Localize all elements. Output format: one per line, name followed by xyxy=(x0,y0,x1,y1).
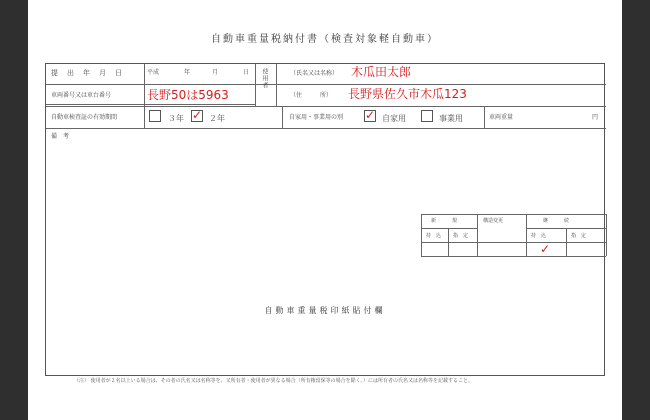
month-label: 月 xyxy=(212,69,219,76)
checkmark-icon: ✓ xyxy=(365,108,376,122)
submission-date-label: 提 出 年 月 日 xyxy=(51,69,123,77)
weight-unit: 円 xyxy=(592,114,599,121)
stamp-area-label: 自動車重量税印紙貼付欄 xyxy=(264,306,386,315)
usage-label: 自家用・事業用の別 xyxy=(289,114,344,121)
remarks-label: 備 考 xyxy=(51,133,70,140)
continuation-designated-label: 指 定 xyxy=(571,233,587,239)
continuation-bring-in-label: 持 込 xyxy=(531,233,547,239)
business-use-label: 事業用 xyxy=(439,114,463,123)
validity-label: 自動車検査証の有効期間 xyxy=(51,114,118,121)
option-3-year-label: ３年 xyxy=(168,114,184,123)
vehicle-weight-label: 車両重量 xyxy=(489,114,514,121)
new-bring-in-label: 持 込 xyxy=(426,233,442,239)
private-use-label: 自家用 xyxy=(382,114,406,123)
business-use-checkbox xyxy=(421,110,433,122)
address-value: 長野県佐久市木瓜123 xyxy=(348,87,467,101)
new-registration-header: 新 規 xyxy=(431,218,460,224)
footnote: （注） 使用者が２名以上いる場合は、その者の氏名又は名称等を、又所有者・使用者が異なる場合（所有権留保等の場合を除く。）には所有者の氏名又は名称等を記載すること。 xyxy=(74,378,473,384)
continuation-header: 継 続 xyxy=(543,218,572,224)
vehicle-number-label: 車両番号又は車台番号 xyxy=(51,92,112,99)
user-label: 使用者 xyxy=(261,68,268,89)
option-3-year-checkbox xyxy=(149,110,161,122)
tax-form-sheet xyxy=(28,0,622,420)
name-label: （氏名又は名称） xyxy=(290,70,339,77)
vehicle-number-value: 長野50は5963 xyxy=(147,88,229,102)
new-designated-label: 指 定 xyxy=(453,233,469,239)
day-label: 日 xyxy=(243,69,250,76)
name-value: 木瓜田太郎 xyxy=(351,65,412,79)
form-frame xyxy=(45,63,605,376)
option-2-year-label: ２年 xyxy=(209,114,225,123)
form-title: 自動車重量税納付書（検査対象軽自動車） xyxy=(211,34,439,45)
checkmark-icon: ✓ xyxy=(540,242,551,256)
structure-change-header: 構造変更 xyxy=(483,218,504,224)
year-label: 年 xyxy=(184,69,191,76)
checkmark-icon: ✓ xyxy=(192,108,203,122)
address-label: （住 所） xyxy=(290,92,333,99)
era-label: 平成 xyxy=(147,69,160,76)
